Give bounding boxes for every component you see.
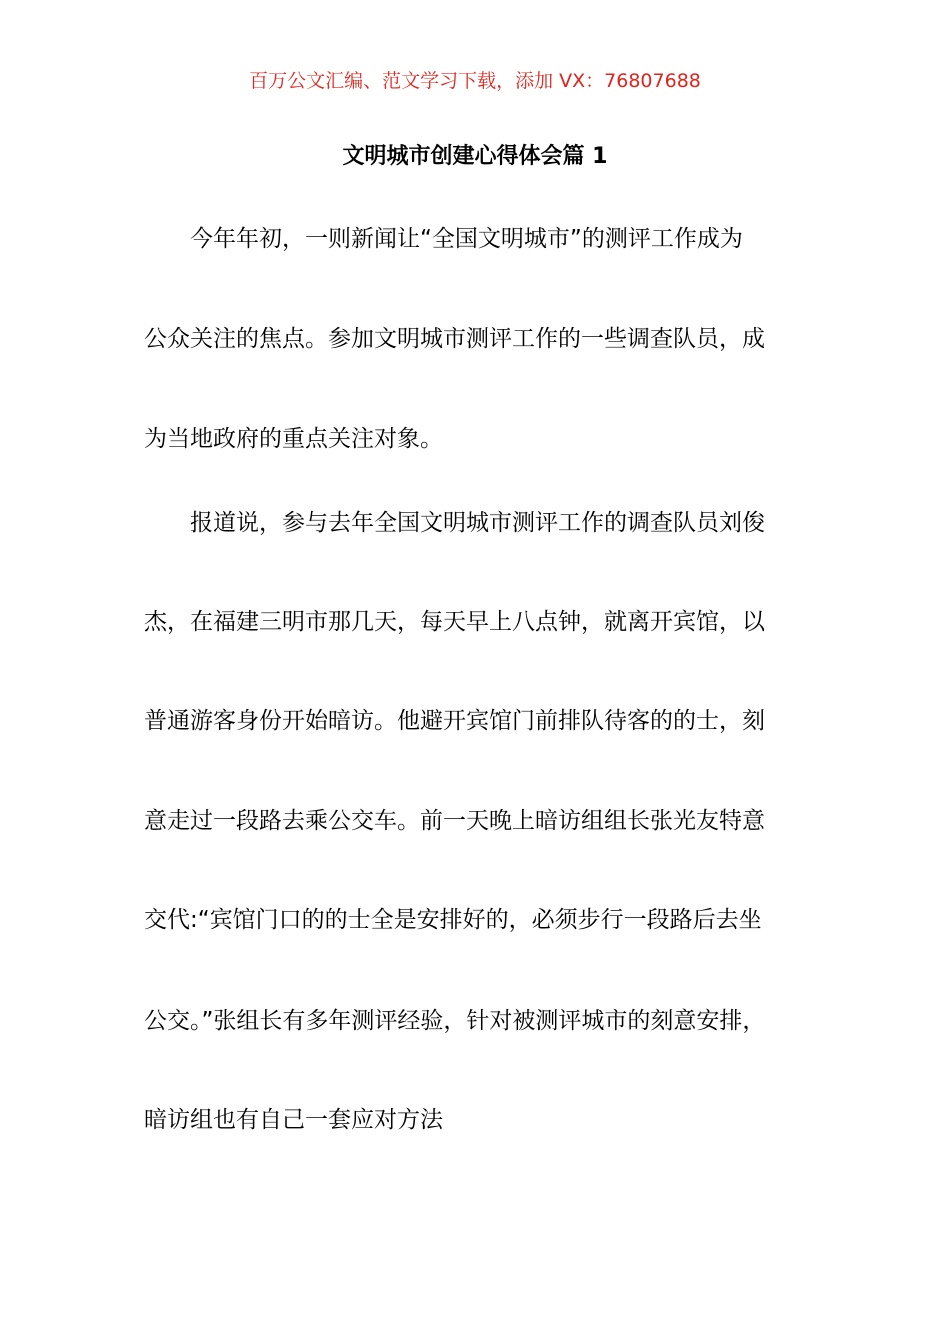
paragraph-line: 杰，在福建三明市那几天，每天早上八点钟，就离开宾馆，以: [144, 609, 765, 635]
paragraph-line: 为当地政府的重点关注对象。: [144, 426, 443, 452]
paragraph-line: 报道说，参与去年全国文明城市测评工作的调查队员刘俊: [190, 510, 765, 536]
paragraph-line: 暗访组也有自己一套应对方法: [144, 1107, 443, 1133]
paragraph-line: 今年年初，一则新闻让“全国文明城市”的测评工作成为: [190, 226, 743, 252]
paragraph-line: 公众关注的焦点。参加文明城市测评工作的一些调查队员，成: [144, 326, 765, 352]
paragraph-line: 普通游客身份开始暗访。他避开宾馆门前排队待客的的士，刻: [144, 708, 765, 734]
paragraph-line: 交代:“宾馆门口的的士全是安排好的，必须步行一段路后去坐: [144, 907, 762, 933]
paragraph-line: 公交。”张组长有多年测评经验，针对被测评城市的刻意安排，: [144, 1008, 766, 1034]
document-title: 文明城市创建心得体会篇 1: [342, 144, 608, 169]
paragraph-line: 意走过一段路去乘公交车。前一天晚上暗访组组长张光友特意: [144, 808, 765, 834]
header-note: 百万公文汇编、范文学习下载，添加 VX：76807688: [249, 70, 701, 92]
